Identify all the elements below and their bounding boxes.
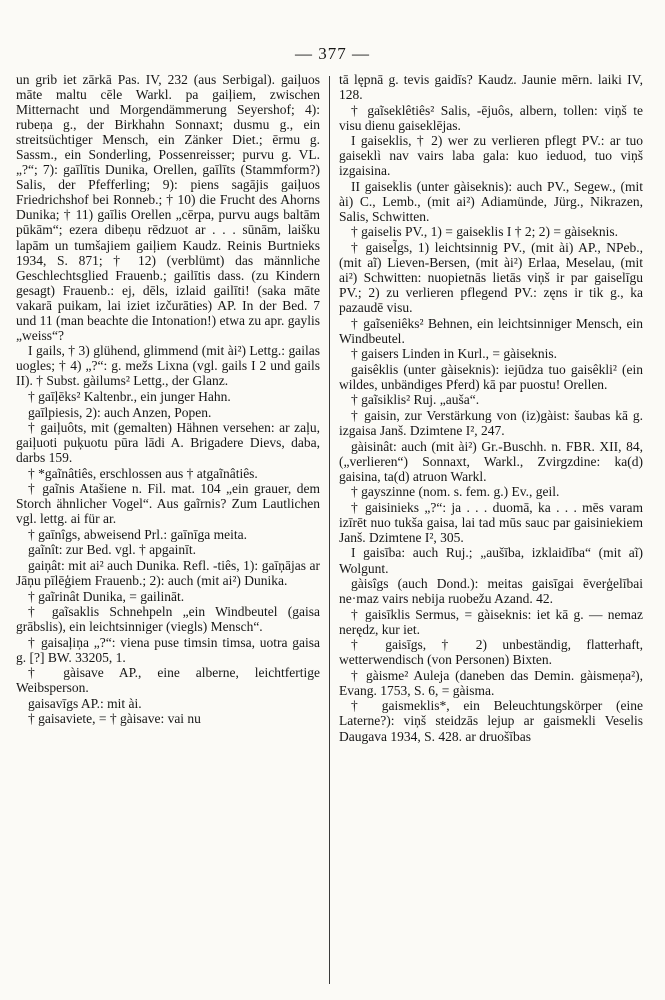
entry-text: † gaĩnis Atašiene n. Fil. mat. 104 „ein grauer, dem Storch ähnlicher Vogel“. Aus gaĩrnis? Zum Lautlichen vgl. lettg. ai für ar. — [16, 481, 320, 527]
page-number: — 377 — — [295, 44, 370, 63]
entry-text: gaĩnît: zur Bed. vgl. † apgainīt. — [28, 542, 196, 558]
entry-text: † gaisel̃gs, 1) leichtsinnig PV., (mit ài) AP., NPeb., (mit aĩ) Lieven-Bersen, (mit ài²) Erlaa, Meselau, (mit ai²) Schwitten: nuopietnās lietās viņš ir par gaiselīgu PV.; 2) zu verlieren pflegend PV.: zęns ir tik g., ka pazaudē visu. — [339, 240, 643, 316]
right-column — [339, 72, 643, 984]
column-divider — [329, 76, 330, 984]
entry-text: † gaĩseklêtiês² Salis, -ējuôs, albern, tollen: viņš te visu dienu gaiseklējas. — [339, 102, 643, 133]
entry-text: I gaiseklis, † 2) wer zu verlieren pflegt PV.: ar tuo gaiseklì nav vairs laba gala: kuo ieduod, tuo viņš izgaisina. — [339, 133, 643, 179]
entry-text: † gaisinieks „?“: ja . . . duomā, ka . . . mēs varam izīrēt nuo tukša gaisa, lai tad mūs sauc par gaisiniekiem Janš. Dzimtene I², 305. — [339, 499, 643, 545]
entry-text: † gaiselis PV., 1) = gaiseklis I † 2; 2) = gàiseknis. — [351, 224, 618, 240]
entry-text: † gaisers Linden in Kurl., = gàiseknis. — [351, 346, 557, 362]
entry-text: † gaismeklis*, ein Beleuchtungskörper (eine Laterne?): viņš steidzās lejup ar gaismekli Veselis Daugava 1934, S. 428. ar druošības — [339, 698, 643, 744]
entry-text: I gaisība: auch Ruj.; „aušība, izklaidība“ (mit aĩ) Wolgunt. — [339, 545, 643, 576]
entry-text: † gaĩrinât Dunika, = gailināt. — [28, 588, 185, 604]
entry-text: gaīlpiesis, 2): auch Anzen, Popen. — [28, 404, 212, 420]
entry-text: † gaĩsaklis Schnehpeln „ein Windbeutel (gaisa grābslis), ein leichtsinniger (viegls) Mensch“. — [16, 604, 320, 635]
entry-text: † gaĩseniêks² Behnen, ein leichtsinniger Mensch, ein Windbeutel. — [339, 315, 643, 346]
entry-text: † gaisīklis Sermus, = gàiseknis: iet kā g. — nemaz nerędz, kur iet. — [339, 606, 643, 637]
entry-text: † *gaĩnâtiês, erschlossen aus † atgaĩnâtiês. — [28, 465, 258, 481]
entry-text: † gaisaļiņa „?“: viena puse timsin timsa, uotra gaisa g. [?] BW. 33205, 1. — [16, 634, 320, 665]
entry-text: gaiņât: mit ai² auch Dunika. Refl. -tiês, 1): gaīņājas ar Jāņu pīlēģiem Frauenb.; 2): auch (mit ai²) Dunika. — [16, 558, 320, 589]
entry-text: † gàisave AP., eine alberne, leichtfertige Weibsperson. — [16, 665, 320, 696]
entry-text: gaisavīgs AP.: mit ài. — [28, 695, 142, 711]
entry-text: † gaisin, zur Verstärkung von (iz)gàist: šaubas kā g. izgaisa Janš. Dzimtene I², 247. — [339, 408, 643, 439]
entry-text: gàisîgs (auch Dond.): meitas gaisīgai ēverģelībai ne·maz vairs nebija ruobežu Azand. 42. — [339, 576, 643, 607]
entry-text: † gaĩsiklis² Ruj. „auša“. — [351, 392, 480, 408]
entry-text: † gayszinne (nom. s. fem. g.) Ev., geil. — [351, 484, 560, 500]
entry-text: gaisêklis (unter gàiseknis): iejūdza tuo gaisêkli² (ein wildes, unbändiges Pferd) kā par puostu! Orellen. — [339, 361, 643, 392]
entry-text: tā lępnā g. tevis gaidīs? Kaudz. Jaunie mērn. laiki IV, 128. — [339, 72, 643, 103]
entry-text: I gails, † 3) glühend, glimmend (mit ài²) Lettg.: gailas uogles; † 4) „?“: g. mežs Lixna (vgl. gails I 2 und gails II). † Subst. gàilums² Lettg., der Glanz. — [16, 343, 320, 389]
entry-text: † gaisaviete, = † gàisave: vai nu — [28, 711, 201, 727]
entry-text: gàisinât: auch (mit ài²) Gr.-Buschh. n. FBR. XII, 84, („verlieren“) Sonnaxt, Warkl., Zvirgzdine: ka(d) gaisina, ta(d) atruon Warkl. — [339, 438, 643, 484]
entry-text: † gaīnîgs, abweisend Prl.: gaīnīga meita. — [28, 526, 247, 542]
left-column — [16, 72, 320, 984]
entry-text: † gaiļuôts, mit (gemalten) Hähnen versehen: ar zaļu, gaiļuoti puķuotu pūra lādi A. Brigadere Dievs, daba, darbs 159. — [16, 420, 320, 466]
entry-text: un grib iet zārkā Pas. IV, 232 (aus Serbigal). gaiļuos māte maltu cēle Warkl. pa gaiļiem, zwischen Mitternacht und Morgendämmerung Seyershof; 4): rubeņa g., der Birkhahn Sonnaxt; dusmu g., ein streitsüchtiger Mensch, ein Zänker Diet.; ērmu g. Sassm., ein Sonderling, Possenreisser; purvu g. VL. „?“; 7): gaīlītis Dunika, Orellen, gaīlīts (Stammform?) Salis, der Pfefferling; 9): piens sagājis gaiļuos Friedrichshof bei Ronneb.; † 10) die Frucht des Ahorns Dunika; † 11) gaīlis Orellen „cērpa, purvu augs baltām pūkām“; ezera dibeņu rēdzuot ar . . . sūnām, laišku lapām un tumšajiem gaiļiem Kaudz. Reinis Burtnieks 1934, S. 871; † 12) (verblümt) das männliche Geschlechtsglied Frauenb.; gailītis dass. (zu Kindern gesagt) Frauenb.: ej, dēls, izlaid gailīti! (saka māte vakarā puikam, lai iziet izčurāties) AP. In der Bed. 7 und 11 (man beachte die Intonation!) etwa zu apr. gaylis „weiss“? — [16, 72, 320, 343]
entry-text: II gaiseklis (unter gàiseknis): auch PV., Segew., (mit ài) C., Lemb., (mit ai²) Adiamünde, Jürg., Nikrazen, Salis, Schwitten. — [339, 178, 643, 224]
entry-text: † gaīļēks² Kaltenbr., ein junger Hahn. — [28, 388, 231, 404]
entry-text: † gàisme² Auleja (daneben das Demin. gàismeņa²), Evang. 1753, S. 6, = gàisma. — [339, 667, 643, 698]
entry-text: † gaisīgs, † 2) unbeständig, flatterhaft, wetterwendisch (von Personen) Bixten. — [339, 637, 643, 668]
